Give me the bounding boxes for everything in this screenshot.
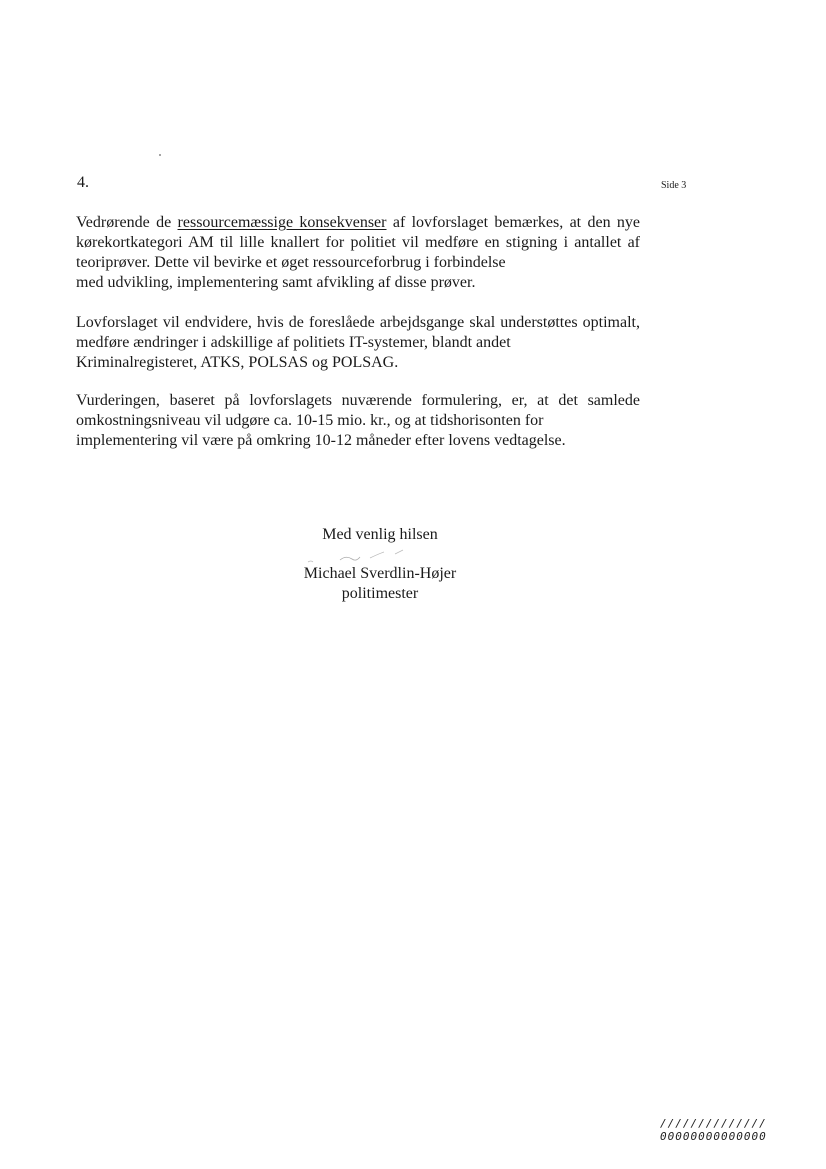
barcode-line-2: 00000000000000: [660, 1130, 767, 1143]
signatory-name: Michael Sverdlin-Højer: [303, 565, 457, 582]
closing-greeting: Med venlig hilsen: [322, 526, 438, 543]
document-barcode-text: [660, 1117, 800, 1143]
underlined-term: ressourcemæssige konsekvenser: [177, 214, 387, 231]
paragraph-text: Vedrørende de: [76, 214, 178, 231]
paragraph-it-systems: [76, 313, 640, 373]
signatory-title: politimester: [341, 585, 419, 602]
paragraph-last-line: Kriminalregisteret, ATKS, POLSAS og POLSAG.: [76, 354, 399, 371]
paragraph-text: Lovforslaget vil endvidere, hvis de foreslåede arbejdsgange skal understøttes optimalt, medføre ændringer i adskillige af politiets IT-systemer, blandt andet: [76, 314, 640, 351]
barcode-line-1: //////////////: [660, 1117, 767, 1130]
scan-speck: [159, 154, 161, 156]
paragraph-text: af lovforslaget bemærkes, at den nye kørekortkategori AM til lille knallert for politiet vil medføre en stigning i antallet af teoriprøver. Dette vil bevirke et øget ressourceforbrug i forbindelse: [76, 214, 641, 271]
paragraph-last-line: med udvikling, implementering samt afvikling af disse prøver.: [76, 274, 476, 291]
paragraph-text: Vurderingen, baseret på lovforslagets nuværende formulering, er, at det samlede omkostningsniveau vil udgøre ca. 10-15 mio. kr., og at tidshorisonten for: [76, 392, 640, 429]
paragraph-last-line: implementering vil være på omkring 10-12 måneder efter lovens vedtagelse.: [76, 432, 566, 449]
paragraph-assessment: [76, 391, 640, 451]
page-number-label: Side 3: [661, 180, 687, 191]
paragraph-resources: [76, 213, 640, 293]
section-number: 4.: [77, 174, 89, 191]
